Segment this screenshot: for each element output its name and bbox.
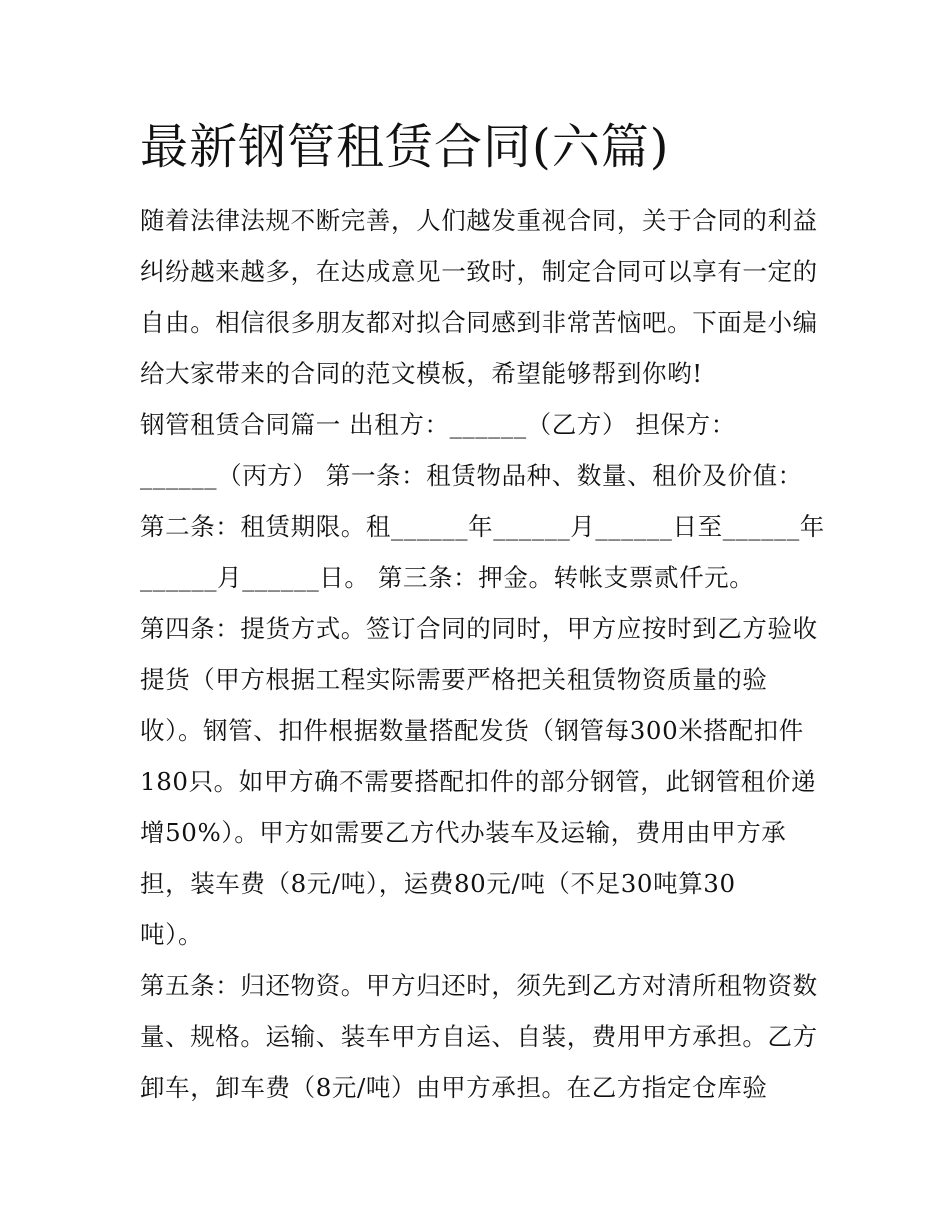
body-line: 给大家带来的合同的范文模板，希望能够帮到你哟! <box>140 359 703 388</box>
body-line: 吨）。 <box>140 920 204 949</box>
body-line: 收）。钢管、扣件根据数量搭配发货（钢管每300米搭配扣件 <box>140 716 804 745</box>
body-line: ______（丙方） 第一条：租赁物品种、数量、租价及价值： <box>140 461 803 490</box>
body-line: 增50%）。甲方如需要乙方代办装车及运输，费用由甲方承 <box>140 818 787 847</box>
body-line: 自由。相信很多朋友都对拟合同感到非常苦恼吧。下面是小编 <box>140 308 818 337</box>
body-line: 随着法律法规不断完善，人们越发重视合同，关于合同的利益 <box>140 206 818 235</box>
body-line: 量、规格。运输、装车甲方自运、自装，费用甲方承担。乙方 <box>140 1022 818 1051</box>
body-line: 180只。如甲方确不需要搭配扣件的部分钢管，此钢管租价递 <box>140 767 817 796</box>
document-title: 最新钢管租赁合同(六篇) <box>140 119 670 175</box>
body-line: ______月______日。 第三条：押金。转帐支票贰仟元。 <box>140 563 755 592</box>
body-line: 第二条：租赁期限。租______年______月______日至______年 <box>140 512 825 541</box>
body-line: 第四条：提货方式。签订合同的同时，甲方应按时到乙方验收 <box>140 614 818 643</box>
body-line: 提货（甲方根据工程实际需要严格把关租赁物资质量的验 <box>140 665 768 694</box>
body-line: 第五条：归还物资。甲方归还时，须先到乙方对清所租物资数 <box>140 971 818 1000</box>
body-line: 卸车，卸车费（8元/吨）由甲方承担。在乙方指定仓库验 <box>140 1073 768 1102</box>
body-line: 钢管租赁合同篇一 出租方：______（乙方） 担保方： <box>140 410 736 439</box>
body-line: 纠纷越来越多，在达成意见一致时，制定合同可以享有一定的 <box>140 257 818 286</box>
body-line: 担，装车费（8元/吨），运费80元/吨（不足30吨算30 <box>140 869 736 898</box>
